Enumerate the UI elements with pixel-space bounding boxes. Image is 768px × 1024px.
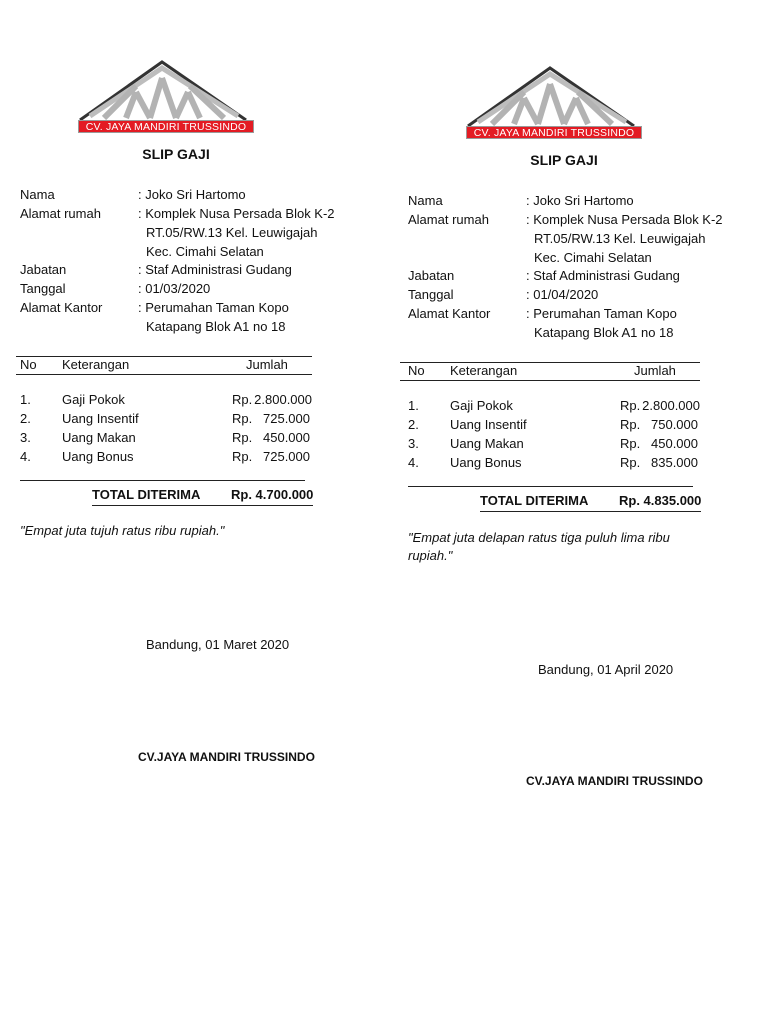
row-description: Uang Insentif <box>62 411 139 426</box>
total-value: Rp. 4.835.000 <box>619 493 702 508</box>
value-home-address-line3: Kec. Cimahi Selatan <box>146 244 264 259</box>
value-office-address-line2: Katapang Blok A1 no 18 <box>534 325 674 340</box>
header-amount: Jumlah <box>246 357 288 372</box>
row-no: 1. <box>408 398 419 413</box>
total-label: TOTAL DITERIMA <box>480 493 589 508</box>
value-office-address: : Perumahan Taman Kopo <box>138 300 289 315</box>
value-date: : 01/04/2020 <box>526 287 599 302</box>
label-date: Tanggal <box>408 287 454 302</box>
value-name: : Joko Sri Hartomo <box>138 187 246 202</box>
value-office-address: : Perumahan Taman Kopo <box>526 306 677 321</box>
row-description: Uang Makan <box>62 430 136 445</box>
total-bottom-rule <box>92 505 313 506</box>
row-no: 2. <box>408 417 419 432</box>
label-home-address: Alamat rumah <box>408 212 489 227</box>
row-currency: Rp. <box>232 430 253 445</box>
amount-in-words: "Empat juta delapan ratus tiga puluh lima ribu rupiah." <box>408 530 670 563</box>
row-amount: 2.800.000 <box>254 392 312 407</box>
value-home-address: : Komplek Nusa Persada Blok K-2 <box>526 212 723 227</box>
table-header-rule <box>400 380 700 381</box>
row-amount: 450.000 <box>651 436 698 451</box>
row-description: Uang Bonus <box>62 449 134 464</box>
slip-title: SLIP GAJI <box>530 152 598 168</box>
row-no: 1. <box>20 392 31 407</box>
row-description: Uang Insentif <box>450 417 527 432</box>
row-description: Gaji Pokok <box>450 398 513 413</box>
value-home-address-line3: Kec. Cimahi Selatan <box>534 250 652 265</box>
label-office-address: Alamat Kantor <box>408 306 491 321</box>
value-home-address-line2: RT.05/RW.13 Kel. Leuwigajah <box>534 231 706 246</box>
roof-truss-icon <box>78 56 254 122</box>
value-position: : Staf Administrasi Gudang <box>526 268 680 283</box>
company-logo <box>466 62 642 142</box>
total-value: Rp. 4.700.000 <box>231 487 314 502</box>
row-amount: 835.000 <box>651 455 698 470</box>
row-currency: Rp. <box>620 436 641 451</box>
value-office-address-line2: Katapang Blok A1 no 18 <box>146 319 286 334</box>
header-amount: Jumlah <box>634 363 676 378</box>
place-date: Bandung, 01 Maret 2020 <box>146 637 290 652</box>
salary-slip-april <box>404 0 724 1024</box>
row-amount: 750.000 <box>651 417 698 432</box>
header-description: Keterangan <box>62 357 130 372</box>
row-currency: Rp. <box>620 455 641 470</box>
row-currency: Rp. <box>232 392 253 407</box>
row-no: 3. <box>20 430 31 445</box>
logo-company-name: CV. JAYA MANDIRI TRUSSINDO <box>466 126 642 139</box>
label-name: Nama <box>20 187 55 202</box>
total-top-rule <box>408 486 693 487</box>
company-logo <box>78 56 254 136</box>
salary-slip-march <box>16 0 336 1024</box>
row-description: Uang Makan <box>450 436 524 451</box>
row-amount: 2.800.000 <box>642 398 700 413</box>
total-top-rule <box>20 480 305 481</box>
header-no: No <box>408 363 425 378</box>
row-currency: Rp. <box>232 411 253 426</box>
row-amount: 725.000 <box>263 411 310 426</box>
value-home-address: : Komplek Nusa Persada Blok K-2 <box>138 206 335 221</box>
header-description: Keterangan <box>450 363 518 378</box>
row-no: 4. <box>20 449 31 464</box>
slip-title: SLIP GAJI <box>142 146 210 162</box>
row-amount: 450.000 <box>263 430 310 445</box>
row-no: 2. <box>20 411 31 426</box>
row-no: 3. <box>408 436 419 451</box>
logo-company-name: CV. JAYA MANDIRI TRUSSINDO <box>78 120 254 133</box>
label-position: Jabatan <box>408 268 455 283</box>
label-home-address: Alamat rumah <box>20 206 101 221</box>
label-name: Nama <box>408 193 443 208</box>
value-date: : 01/03/2020 <box>138 281 211 296</box>
row-no: 4. <box>408 455 419 470</box>
place-date: Bandung, 01 April 2020 <box>538 662 674 677</box>
value-name: : Joko Sri Hartomo <box>526 193 634 208</box>
row-currency: Rp. <box>620 417 641 432</box>
label-position: Jabatan <box>20 262 67 277</box>
label-date: Tanggal <box>20 281 66 296</box>
roof-truss-icon <box>466 62 642 128</box>
total-bottom-rule <box>480 511 701 512</box>
signature-company: CV.JAYA MANDIRI TRUSSINDO <box>526 774 703 788</box>
row-description: Uang Bonus <box>450 455 522 470</box>
total-label: TOTAL DITERIMA <box>92 487 201 502</box>
amount-in-words: "Empat juta tujuh ratus ribu rupiah." <box>20 523 225 538</box>
row-currency: Rp. <box>620 398 641 413</box>
header-no: No <box>20 357 37 372</box>
signature-company: CV.JAYA MANDIRI TRUSSINDO <box>138 750 315 764</box>
row-description: Gaji Pokok <box>62 392 125 407</box>
value-position: : Staf Administrasi Gudang <box>138 262 292 277</box>
row-currency: Rp. <box>232 449 253 464</box>
table-header-rule <box>16 374 312 375</box>
label-office-address: Alamat Kantor <box>20 300 103 315</box>
row-amount: 725.000 <box>263 449 310 464</box>
value-home-address-line2: RT.05/RW.13 Kel. Leuwigajah <box>146 225 318 240</box>
